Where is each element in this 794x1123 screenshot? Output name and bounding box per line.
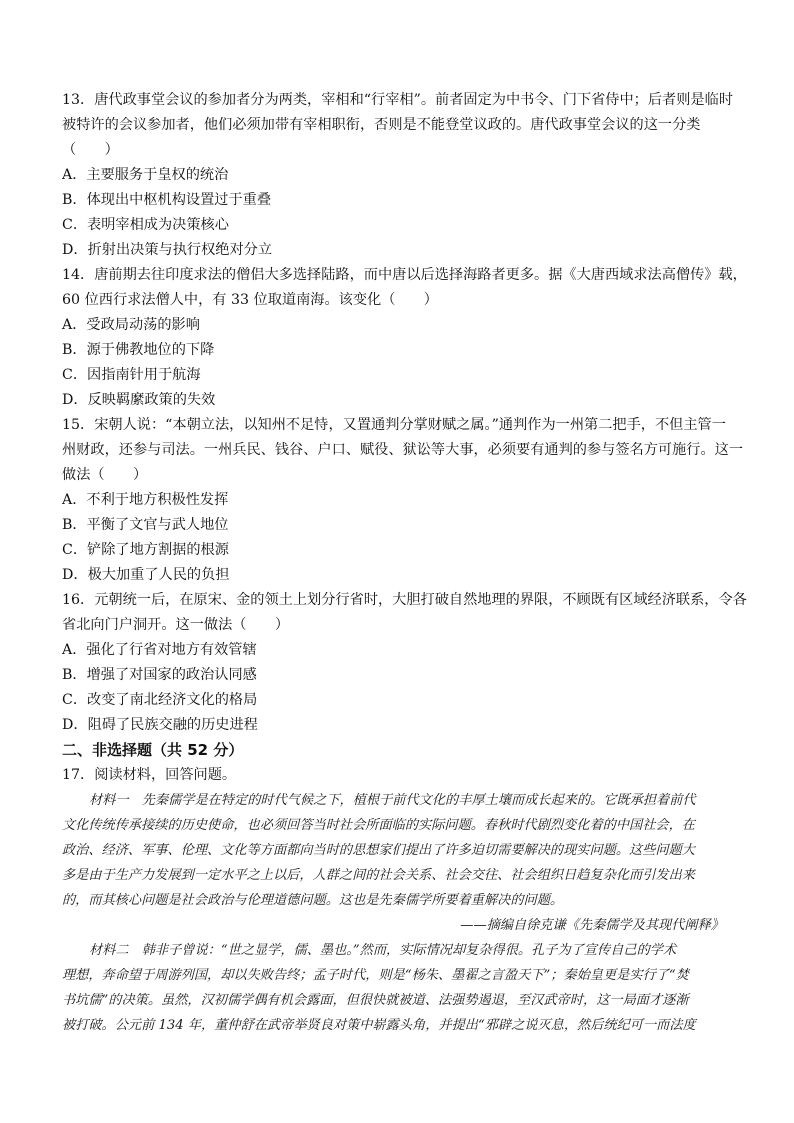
material-text: 材料一 先秦儒学是在特定的时代气候之下，植根于前代文化的丰厚土壤而成长起来的。它既承担着前代 bbox=[89, 793, 696, 808]
option-d: D．反映羁縻政策的失效 bbox=[62, 392, 216, 408]
option-d: D．阻碍了民族交融的历史进程 bbox=[62, 717, 258, 733]
question-text: 14．唐前期去往印度求法的僧侣大多选择陆路，而中唐以后选择海路者更多。据《大唐西域求法高僧传》载， bbox=[62, 267, 747, 283]
option-d: D．折射出决策与执行权绝对分立 bbox=[62, 242, 273, 258]
question-text: 做法（ ） bbox=[62, 467, 148, 483]
option-b: B．体现出中枢机构设置过于重叠 bbox=[62, 192, 272, 208]
question-intro: 17．阅读材料，回答问题。 bbox=[62, 767, 237, 783]
option-a: A．不利于地方积极性发挥 bbox=[62, 492, 229, 508]
material-text: 理想，奔命望于周游列国，却以失败告终；孟子时代，则是“杨朱、墨翟之言盈天下”；秦始皇更是实行了“焚 bbox=[62, 968, 689, 983]
question-16 bbox=[62, 588, 747, 738]
option-b: B．源于佛教地位的下降 bbox=[62, 342, 215, 358]
material-text: 材料二 韩非子曾说：“世之显学，儒、墨也。”然而，实际情况却复杂得很。孔子为了宣传自己的学术 bbox=[89, 943, 677, 958]
material-source: ——摘编自徐克谦《先秦儒学及其现代阐释》 bbox=[460, 918, 724, 933]
option-a: A．主要服务于皇权的统治 bbox=[62, 167, 229, 183]
option-d: D．极大加重了人民的负担 bbox=[62, 567, 230, 583]
question-text: 省北向门户洞开。这一做法（ ） bbox=[62, 617, 290, 633]
question-13 bbox=[62, 88, 732, 263]
material-2 bbox=[62, 938, 732, 1038]
option-b: B．增强了对国家的政治认同感 bbox=[62, 667, 257, 683]
question-15 bbox=[62, 413, 744, 588]
material-text: 的，而其核心问题是社会政治与伦理道德问题。这也是先秦儒学所要着重解决的问题。 bbox=[62, 893, 564, 908]
option-c: C．改变了南北经济文化的格局 bbox=[62, 692, 258, 708]
option-a: A．受政局动荡的影响 bbox=[62, 317, 200, 333]
question-text: 15．宋朝人说：“本朝立法，以知州不足恃，又置通判分掌财赋之属。”通判作为一州第二把手，不但主管一 bbox=[62, 417, 726, 433]
question-text: 16．元朝统一后，在原宋、金的领土上划分行省时，大胆打破自然地理的界限，不顾既有区域经济联系，令各 bbox=[62, 592, 747, 608]
option-c: C．铲除了地方割据的根源 bbox=[62, 542, 229, 558]
question-17 bbox=[62, 763, 732, 1038]
exam-page bbox=[62, 88, 747, 1038]
question-text: 13．唐代政事堂会议的参加者分为两类，宰相和“行宰相”。前者固定为中书令、门下省侍中；后者则是临时 bbox=[62, 92, 734, 108]
material-1 bbox=[62, 788, 732, 938]
option-b: B．平衡了文官与武人地位 bbox=[62, 517, 229, 533]
section-heading: 二、非选择题（共 52 分） bbox=[62, 741, 244, 759]
question-text: 60 位西行求法僧人中，有 33 位取道南海。该变化（ ） bbox=[62, 292, 438, 308]
material-text: 文化传统传承接续的历史使命，也必须回答当时社会所面临的实际问题。春秋时代剧烈变化着的中国社会，在 bbox=[62, 818, 695, 833]
answer-blank: （ ） bbox=[62, 142, 119, 158]
material-text: 被打破。公元前 134 年，董仲舒在武帝举贤良对策中崭露头角，并提出“邪辟之说灭息，然后统纪可一而法度 bbox=[62, 1018, 696, 1033]
option-c: C．表明宰相成为决策核心 bbox=[62, 217, 229, 233]
material-text: 多是由于生产力发展到一定水平之上以后，人群之间的社会关系、社会交往、社会组织日趋复杂化而引发出来 bbox=[62, 868, 695, 883]
material-text: 政治、经济、军事、伦理、文化等方面都向当时的思想家们提出了许多迫切需要解决的现实问题。这些问题大 bbox=[62, 843, 695, 858]
question-text: 被特许的会议参加者，他们必须加带有宰相职衔，否则是不能登堂议政的。唐代政事堂会议的这一分类 bbox=[62, 117, 701, 133]
question-14 bbox=[62, 263, 747, 413]
option-a: A．强化了行省对地方有效管辖 bbox=[62, 642, 257, 658]
question-text: 州财政，还参与司法。一州兵民、钱谷、户口、赋役、狱讼等大事，必须要有通判的参与签名方可施行。这一 bbox=[62, 442, 744, 458]
option-c: C．因指南针用于航海 bbox=[62, 367, 201, 383]
material-text: 书坑儒”的决策。虽然，汉初儒学偶有机会露面，但很快就被道、法强势遏退，至汉武帝时，这一局面才逐渐 bbox=[62, 993, 689, 1008]
